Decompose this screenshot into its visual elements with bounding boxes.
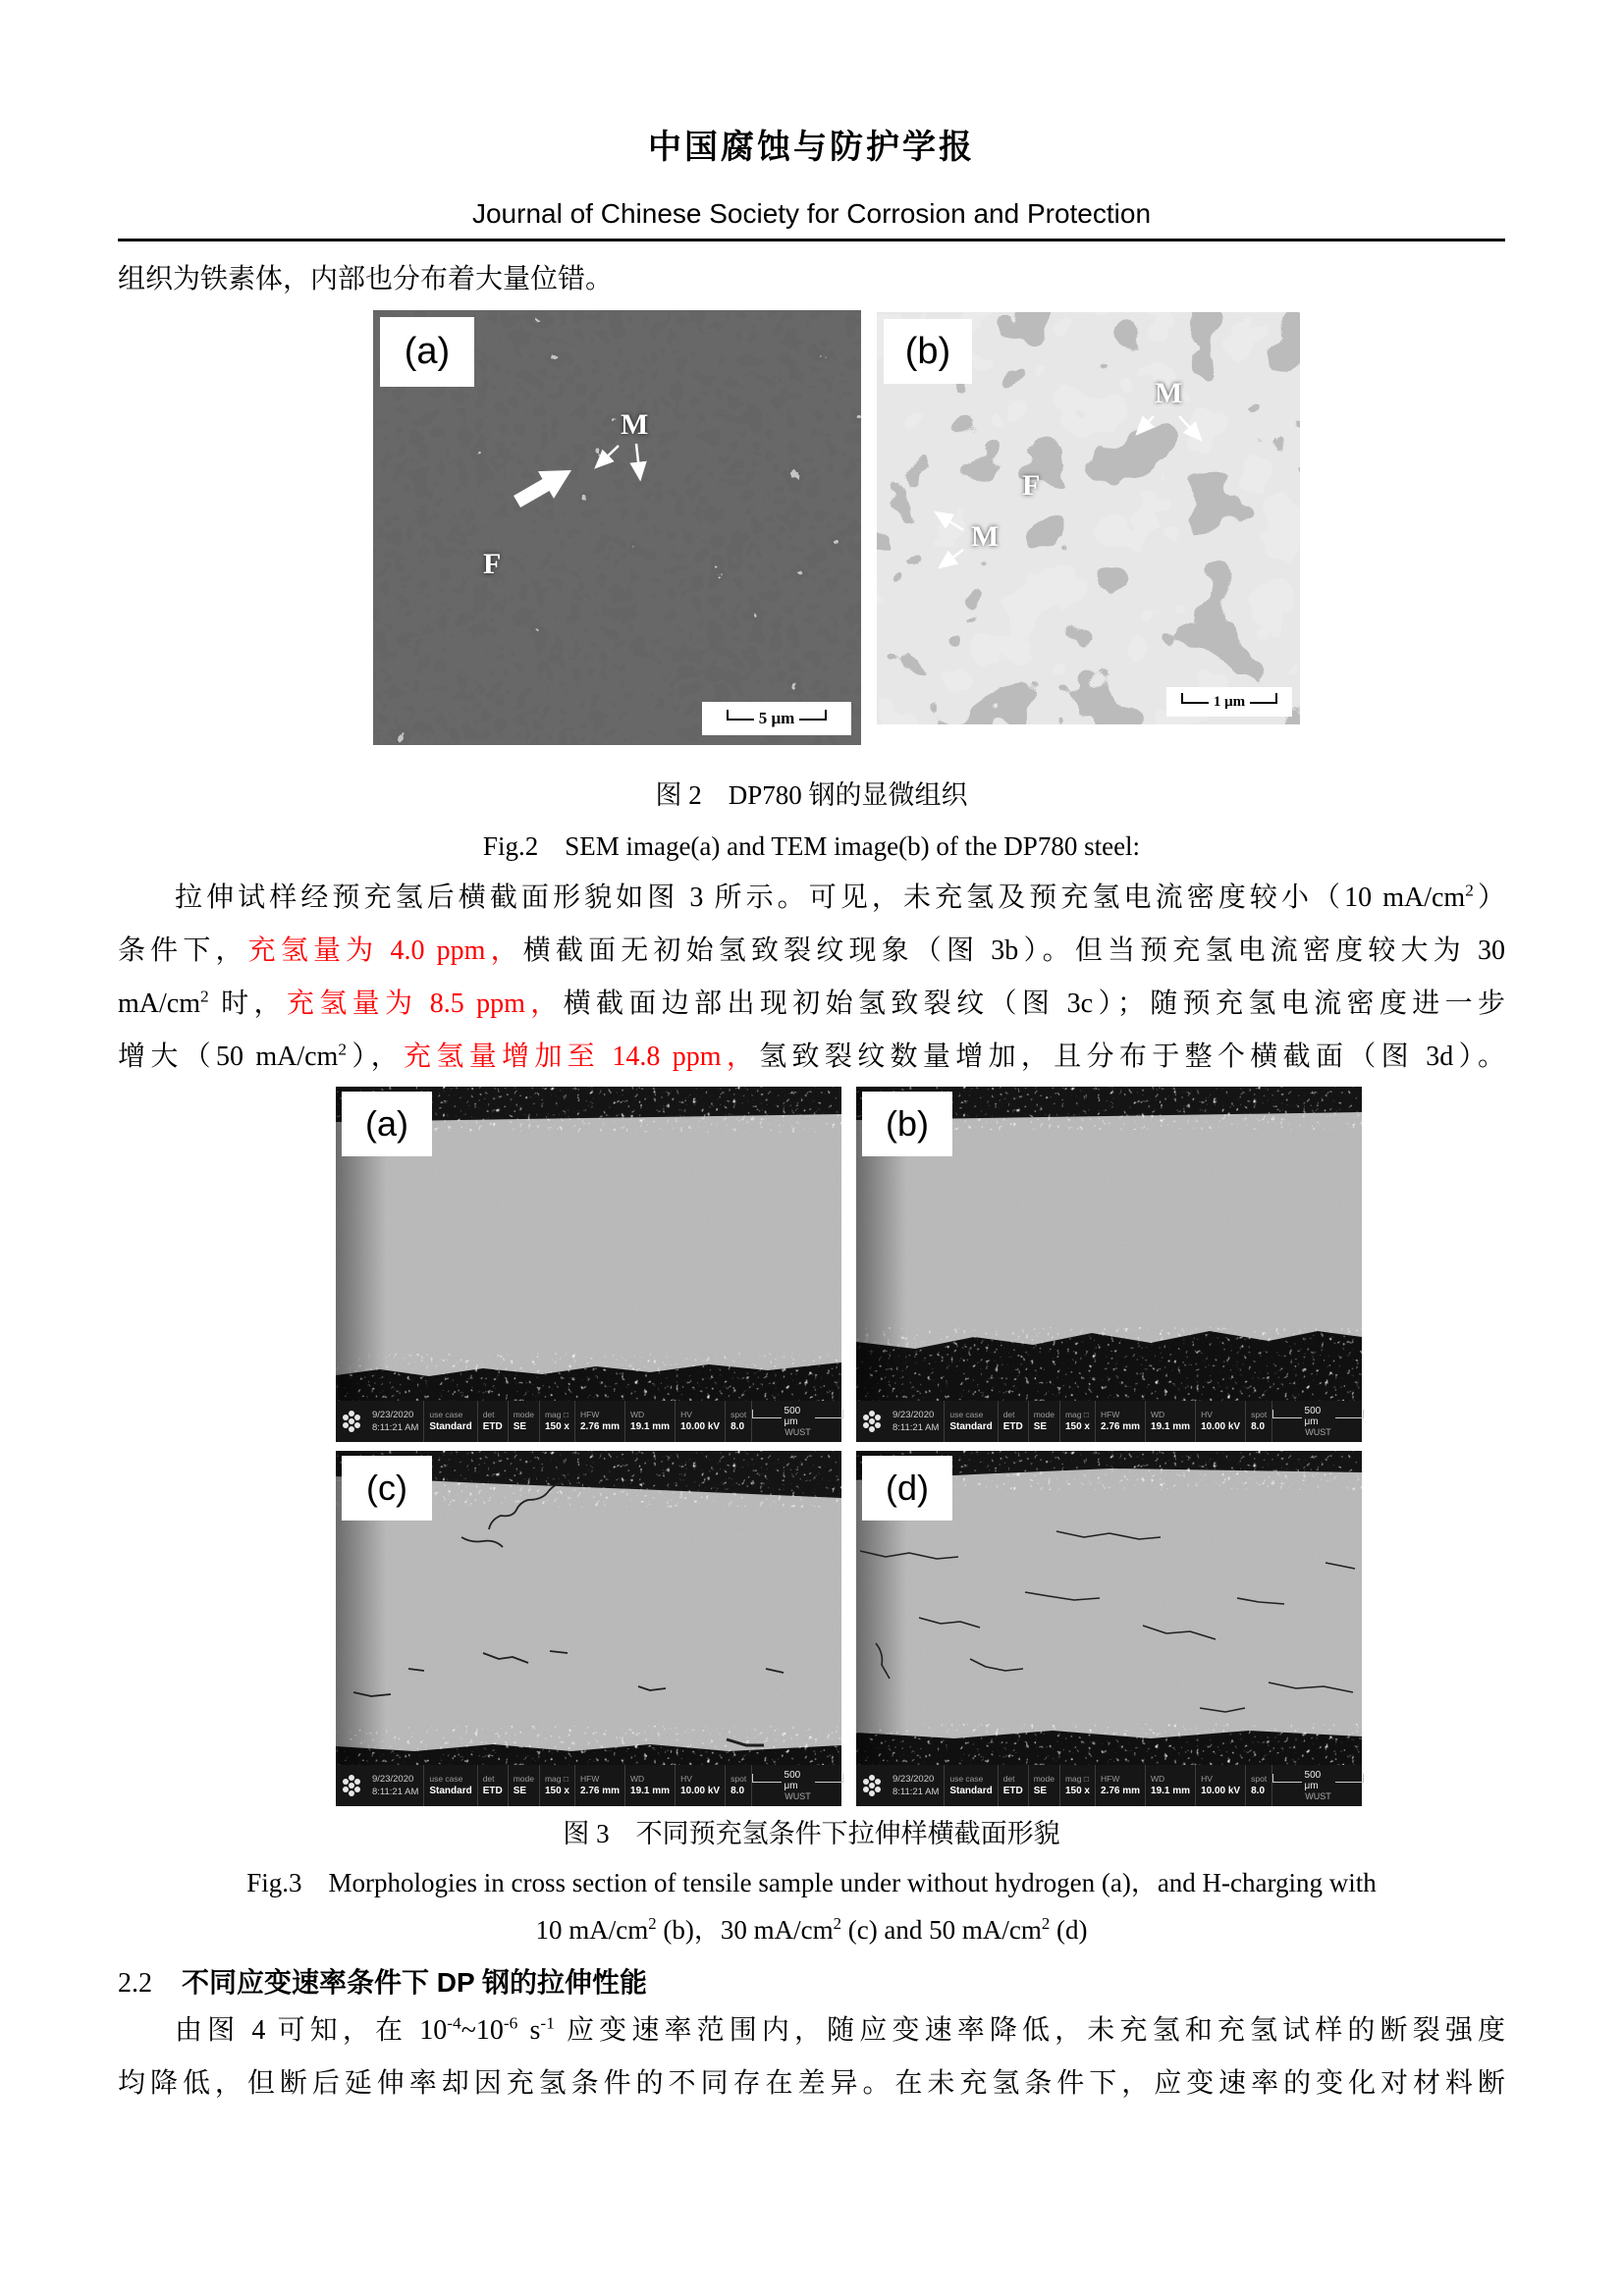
- sem-use-case-value: Standard: [949, 1421, 993, 1432]
- fig2-caption-en: Fig.2 SEM image(a) and TEM image(b) of the DP780 steel:: [482, 831, 1141, 861]
- hydrogen-content-highlight: 充氢量为 4.0 ppm，: [247, 935, 523, 966]
- martensite-marker: M: [971, 520, 1000, 553]
- para3-line-2: 均降低，但断后延伸率却因充氢条件的不同存在差异。在未充氢条件下，应变速率的变化对材料断: [118, 2068, 1505, 2099]
- sem-wd-value: 19.1 mm: [630, 1786, 671, 1796]
- text-run: 由图 4 可知，在 10: [175, 2015, 448, 2046]
- sem-cross-section-image: [336, 1451, 841, 1765]
- microscope-vendor-logo-icon: [336, 1401, 367, 1442]
- text-run: 横截面边部出现初始氢致裂纹（图 3c）；随预充氢电流密度进一步: [563, 988, 1505, 1019]
- header-rule: [118, 239, 1505, 241]
- scale-line: [1272, 1770, 1364, 1791]
- sem-hv-value: 10.00 kV: [680, 1421, 721, 1432]
- superscript: 2: [338, 1040, 348, 1059]
- fig3-caption-cn: 图 3 不同预充氢条件下拉伸样横截面形貌: [563, 1819, 1060, 1848]
- fig3-caption-en-line1: Fig.3 Morphologies in cross section of tensile sample under without hydrogen (a)，and H-charging with: [246, 1868, 1377, 1897]
- facility-name: WUST: [784, 1427, 811, 1437]
- sem-wd-value: 19.1 mm: [1151, 1421, 1191, 1432]
- panel-label: (a): [380, 317, 474, 387]
- sem-wd-label: WD: [1151, 1774, 1165, 1784]
- facility-name: WUST: [1305, 1427, 1331, 1437]
- sem-mode-value: SE: [1033, 1786, 1048, 1796]
- sem-wd-label: WD: [630, 1410, 645, 1419]
- sem-mode-label: mode: [513, 1774, 534, 1784]
- text-run: 条件下，: [118, 935, 248, 966]
- scale-bar: [751, 1401, 843, 1442]
- sem-mode-label: mode: [513, 1410, 534, 1419]
- sem-spot-label: spot: [730, 1410, 747, 1419]
- text-run: 横截面无初始氢致裂纹现象（图 3b）。但当预充氢电流密度较大为 30: [522, 935, 1505, 966]
- scale-bar: [1166, 687, 1292, 717]
- text-run: ），: [347, 1041, 405, 1072]
- sem-status-bar: [856, 1401, 1362, 1442]
- sem-hfw-value: 2.76 mm: [1101, 1786, 1141, 1796]
- text-run: (d): [1050, 1915, 1088, 1945]
- sem-mode-value: SE: [513, 1786, 527, 1796]
- sem-hv-label: HV: [680, 1410, 692, 1419]
- panel-label: (d): [862, 1456, 952, 1521]
- superscript: 2: [1041, 1914, 1051, 1933]
- sem-use-case-label: use case: [429, 1410, 463, 1419]
- sem-hv-label: HV: [1201, 1410, 1213, 1419]
- scale-value: 500 μm: [1304, 1770, 1322, 1791]
- text-run: (c) and 50 mA/cm: [840, 1915, 1042, 1945]
- sem-det-value: ETD: [1002, 1786, 1023, 1796]
- sem-status-bar: [856, 1765, 1362, 1806]
- section-heading: [118, 1961, 647, 2001]
- sem-date: 9/23/2020: [372, 1774, 414, 1785]
- scale-bar: [702, 702, 851, 735]
- sem-use-case-value: Standard: [429, 1421, 472, 1432]
- scale-line: [752, 1406, 843, 1427]
- scale-line: [752, 1770, 843, 1791]
- scale-bar: [751, 1765, 843, 1806]
- fig2-caption-cn: 图 2 DP780 钢的显微组织: [655, 780, 968, 810]
- sem-use-case-label: use case: [949, 1410, 984, 1419]
- sem-hv-label: HV: [680, 1774, 692, 1784]
- sem-mag-label: mag □: [544, 1410, 568, 1419]
- scale-bar: [1271, 1765, 1364, 1806]
- journal-title-en: Journal of Chinese Society for Corrosion and Protection: [471, 198, 1152, 229]
- paragraph-1: 组织为铁素体，内部也分布着大量位错。: [118, 264, 614, 294]
- sem-mode-label: mode: [1033, 1774, 1055, 1784]
- sem-mag-value: 150 x: [1064, 1786, 1090, 1796]
- sem-mag-label: mag □: [1064, 1410, 1089, 1419]
- sem-cross-section-image: [856, 1451, 1362, 1765]
- sem-hfw-label: HFW: [580, 1774, 600, 1784]
- sem-mode-value: SE: [1033, 1421, 1048, 1432]
- scale-value: 5 μm: [758, 709, 795, 727]
- facility-name: WUST: [1305, 1791, 1331, 1801]
- sem-spot-value: 8.0: [1251, 1786, 1266, 1796]
- panel-label: (a): [342, 1092, 432, 1156]
- sem-spot-label: spot: [1251, 1774, 1268, 1784]
- para3-line-1: [118, 2004, 1505, 2057]
- superscript: 2: [833, 1914, 841, 1933]
- sem-date: 9/23/2020: [372, 1410, 414, 1420]
- para2-line-3: [118, 978, 1505, 1031]
- para2-line-1: [118, 872, 1505, 925]
- sem-hv-value: 10.00 kV: [1201, 1421, 1241, 1432]
- sem-spot-value: 8.0: [730, 1786, 745, 1796]
- sem-spot-value: 8.0: [730, 1421, 745, 1432]
- sem-hfw-label: HFW: [580, 1410, 600, 1419]
- sem-use-case-value: Standard: [949, 1786, 993, 1796]
- text-run: 时，: [208, 988, 287, 1019]
- hydrogen-content-highlight: 充氢量为 8.5 ppm，: [286, 988, 564, 1019]
- superscript: 2: [200, 987, 209, 1006]
- scale-value: 500 μm: [1304, 1406, 1322, 1427]
- sem-time: 8:11:21 AM: [893, 1787, 940, 1797]
- superscript: 2: [648, 1914, 657, 1933]
- ferrite-marker: F: [1022, 469, 1041, 502]
- text-run: s: [517, 2015, 541, 2046]
- scale-line: [1272, 1406, 1364, 1427]
- sem-spot-label: spot: [1251, 1410, 1268, 1419]
- sem-wd-value: 19.1 mm: [1151, 1786, 1191, 1796]
- sem-time: 8:11:21 AM: [893, 1422, 940, 1433]
- panel-label: (b): [884, 319, 972, 384]
- text-run: 增大（50 mA/cm: [118, 1041, 339, 1072]
- panel-label: (b): [862, 1092, 952, 1156]
- sem-time: 8:11:21 AM: [372, 1422, 419, 1433]
- paragraph-2: [118, 872, 1505, 1084]
- microscope-vendor-logo-icon: [856, 1765, 888, 1806]
- sem-cross-section-image: [336, 1087, 841, 1401]
- sem-hfw-value: 2.76 mm: [1101, 1421, 1141, 1432]
- panel-label: (c): [342, 1456, 432, 1521]
- scale-bar: [1271, 1401, 1364, 1442]
- microscope-vendor-logo-icon: [336, 1765, 367, 1806]
- martensite-marker: M: [1155, 377, 1183, 409]
- sem-date: 9/23/2020: [893, 1774, 935, 1785]
- sem-mag-value: 150 x: [544, 1421, 569, 1432]
- sem-wd-label: WD: [1151, 1410, 1165, 1419]
- ferrite-marker: F: [483, 548, 502, 580]
- text-run: mA/cm: [118, 988, 200, 1019]
- journal-title-cn: 中国腐蚀与防护学报: [648, 129, 975, 166]
- fig3-panel-a: [336, 1087, 841, 1442]
- sem-date: 9/23/2020: [893, 1410, 935, 1420]
- sem-hfw-value: 2.76 mm: [580, 1421, 621, 1432]
- sem-mag-label: mag □: [1064, 1774, 1089, 1784]
- sem-det-value: ETD: [1002, 1421, 1023, 1432]
- superscript: 2: [1465, 881, 1474, 900]
- sem-det-value: ETD: [482, 1786, 503, 1796]
- sem-spot-label: spot: [730, 1774, 747, 1784]
- fig2-panel-b: [877, 312, 1300, 724]
- scale-value: 500 μm: [784, 1770, 801, 1791]
- sem-use-case-label: use case: [949, 1774, 984, 1784]
- text-run: 氢致裂纹数量增加，且分布于整个横截面（图 3d）。: [759, 1041, 1505, 1072]
- sem-time: 8:11:21 AM: [372, 1787, 419, 1797]
- sem-spot-value: 8.0: [1251, 1421, 1266, 1432]
- hydrogen-content-highlight: 充氢量增加至 14.8 ppm，: [404, 1041, 760, 1072]
- sem-mag-value: 150 x: [544, 1786, 569, 1796]
- sem-wd-value: 19.1 mm: [630, 1421, 671, 1432]
- text-run: ）: [1473, 882, 1505, 913]
- text-run: (b)，30 mA/cm: [656, 1915, 834, 1945]
- para2-line-4: [118, 1031, 1505, 1084]
- sem-wd-label: WD: [630, 1774, 645, 1784]
- superscript: -1: [540, 2013, 555, 2033]
- text-run: 应变速率范围内，随应变速率降低，未充氢和充氢试样的断裂强度: [554, 2015, 1505, 2046]
- sem-hfw-label: HFW: [1101, 1774, 1120, 1784]
- sem-hv-value: 10.00 kV: [680, 1786, 721, 1796]
- para2-line-2: [118, 925, 1505, 978]
- sem-status-bar: [336, 1401, 841, 1442]
- sem-hv-value: 10.00 kV: [1201, 1786, 1241, 1796]
- fig3-panel-c: [336, 1451, 841, 1806]
- sem-mag-value: 150 x: [1064, 1421, 1090, 1432]
- superscript: -6: [503, 2013, 518, 2033]
- sem-det-label: det: [1002, 1410, 1015, 1419]
- facility-name: WUST: [784, 1791, 811, 1801]
- fig3-panel-d: [856, 1451, 1362, 1806]
- text-run: ~10: [460, 2015, 504, 2046]
- sem-hfw-label: HFW: [1101, 1410, 1120, 1419]
- microscope-vendor-logo-icon: [856, 1401, 888, 1442]
- fig2-panel-a: [373, 310, 861, 745]
- superscript: -4: [447, 2013, 461, 2033]
- section-number: 2.2: [118, 1968, 152, 1999]
- scale-value: 1 μm: [1213, 693, 1246, 710]
- sem-mode-value: SE: [513, 1421, 527, 1432]
- sem-status-bar: [336, 1765, 841, 1806]
- sem-mode-label: mode: [1033, 1410, 1055, 1419]
- sem-use-case-label: use case: [429, 1774, 463, 1784]
- sem-hv-label: HV: [1201, 1774, 1213, 1784]
- sem-mag-label: mag □: [544, 1774, 568, 1784]
- text-run: 拉伸试样经预充氢后横截面形貌如图 3 所示。可见，未充氢及预充氢电流密度较小（10 mA/cm: [175, 882, 1466, 913]
- sem-cross-section-image: [856, 1087, 1362, 1401]
- section-title: 不同应变速率条件下 DP 钢的拉伸性能: [182, 1967, 647, 1998]
- fig3-caption-en-line2: [0, 1908, 1623, 1947]
- sem-det-value: ETD: [482, 1421, 503, 1432]
- sem-det-label: det: [1002, 1774, 1015, 1784]
- paragraph-3: [118, 2004, 1505, 2110]
- sem-use-case-value: Standard: [429, 1786, 472, 1796]
- fig3-panel-b: [856, 1087, 1362, 1442]
- sem-det-label: det: [482, 1410, 495, 1419]
- sem-det-label: det: [482, 1774, 495, 1784]
- text-run: 10 mA/cm: [535, 1915, 649, 1945]
- scale-value: 500 μm: [784, 1406, 801, 1427]
- sem-hfw-value: 2.76 mm: [580, 1786, 621, 1796]
- martensite-marker: M: [621, 408, 649, 441]
